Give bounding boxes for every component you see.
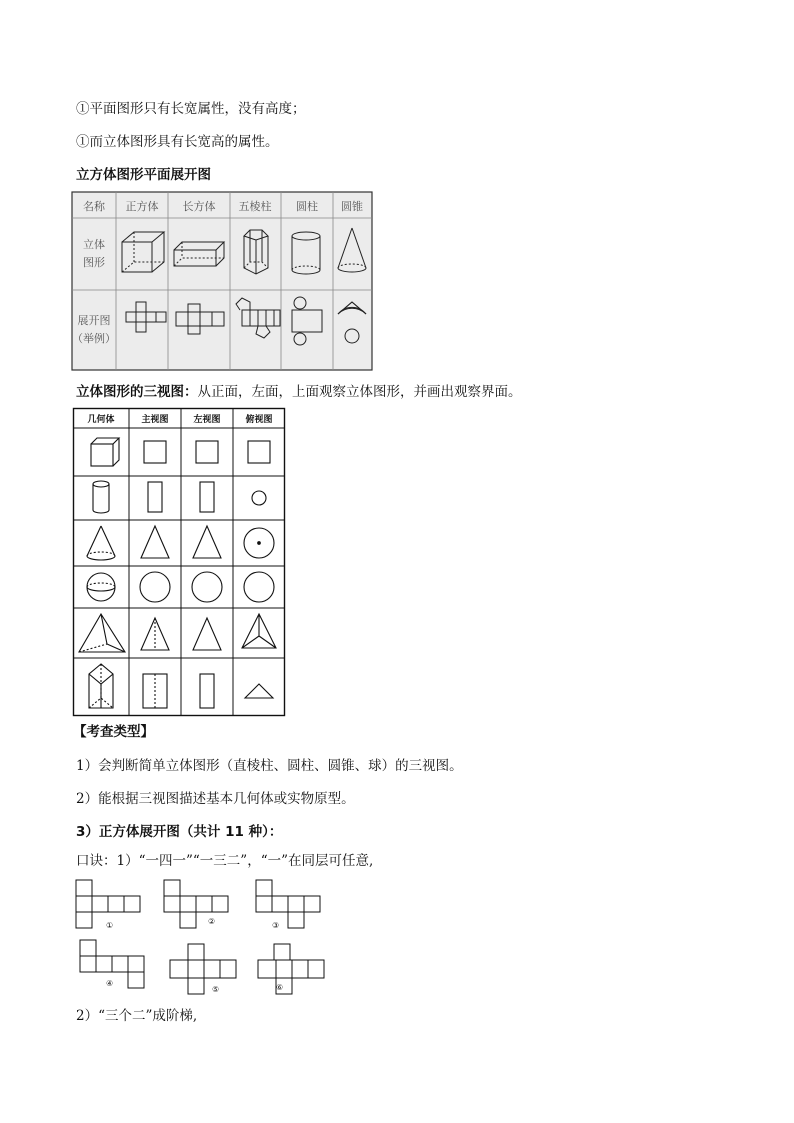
- cube-net-label-3: ③: [272, 921, 280, 930]
- section-heading-nets: 立方体图形平面展开图: [76, 167, 211, 183]
- table1-header-5: 圆锥: [341, 200, 363, 213]
- table2-header-2: 左视图: [193, 415, 221, 425]
- cylinder-top-view: [252, 491, 266, 505]
- cube-net-label-5: ⑤: [212, 985, 220, 994]
- table1-row1-label-a: 立体: [83, 238, 105, 251]
- prism-front-view: [143, 674, 167, 708]
- table1-header-0: 名称: [83, 200, 105, 213]
- exam-point-1: 1）会判断简单立体图形（直棱柱、圆柱、圆锥、球）的三视图。: [76, 758, 463, 774]
- text-line-2: ①而立体图形具有长宽高的属性。: [76, 134, 279, 150]
- prism-top-view: [245, 684, 273, 698]
- triangular-pyramid-solid: [79, 614, 125, 652]
- mnemonic-line: 口诀：1）“一四一”“一三二”，“一”在同层可任意,: [76, 853, 374, 869]
- cube-net-2: [164, 880, 228, 928]
- sphere-left-view: [192, 572, 222, 602]
- cube-net-label-2: ②: [208, 917, 216, 926]
- triangular-prism-solid: [89, 664, 113, 708]
- sphere-solid: [87, 573, 115, 601]
- pyramid-left-view: [193, 618, 221, 650]
- solid-nets-table: [72, 192, 372, 370]
- cube-solid: [91, 438, 119, 466]
- exam-point-2: 2）能根据三视图描述基本几何体或实物原型。: [76, 791, 355, 807]
- three-views-heading-rest: 从正面，左面，上面观察立体图形，并画出观察界面。: [197, 384, 522, 400]
- table2-header-1: 主视图: [141, 415, 169, 425]
- table1-header-2: 长方体: [182, 200, 216, 213]
- cube-net-label-6: ⑥: [276, 983, 284, 992]
- table1-row2-label-a: 展开图: [77, 314, 111, 327]
- cube-nets-figure: [70, 878, 340, 998]
- cylinder-solid: [93, 481, 109, 513]
- table2-header-0: 几何体: [87, 415, 115, 425]
- table2-header-3: 俯视图: [245, 415, 273, 425]
- cylinder-left-view: [200, 482, 214, 512]
- three-views-heading-bold: 立体图形的三视图：: [76, 384, 198, 400]
- sphere-front-view: [140, 572, 170, 602]
- pyramid-top-view: [242, 614, 276, 648]
- table1-row1-label-b: 图形: [83, 256, 105, 269]
- cone-solid: [87, 526, 115, 560]
- cube-front-view: [144, 441, 166, 463]
- cube-top-view: [248, 441, 270, 463]
- cube-left-view: [196, 441, 218, 463]
- cube-net-5: [170, 944, 236, 994]
- cube-net-6: [258, 944, 324, 994]
- cylinder-front-view: [148, 482, 162, 512]
- exam-point-3: 3）正方体展开图（共计 11 种）：: [76, 824, 283, 840]
- cone-left-view: [193, 526, 221, 558]
- exam-types-tag: 【考查类型】: [73, 724, 154, 740]
- cone-front-view: [141, 526, 169, 558]
- sphere-top-view: [244, 572, 274, 602]
- three-views-heading: [76, 383, 522, 401]
- cube-net-label-1: ①: [106, 921, 114, 930]
- text-line-1: ①平面图形只有长宽属性，没有高度；: [76, 101, 306, 117]
- cube-net-label-4: ④: [106, 979, 114, 988]
- pyramid-front-view: [141, 618, 169, 650]
- mnemonic-line-2: 2）“三个二”成阶梯,: [76, 1008, 198, 1024]
- cube-net-3: [256, 880, 320, 928]
- table1-header-4: 圆柱: [296, 200, 318, 213]
- cone-top-view-center: [258, 542, 261, 545]
- table1-header-3: 五棱柱: [238, 200, 272, 213]
- three-views-table: [73, 408, 285, 716]
- table1-row2-label-b: （举例）: [72, 332, 116, 345]
- table1-header-1: 正方体: [125, 200, 159, 213]
- prism-left-view: [200, 674, 214, 708]
